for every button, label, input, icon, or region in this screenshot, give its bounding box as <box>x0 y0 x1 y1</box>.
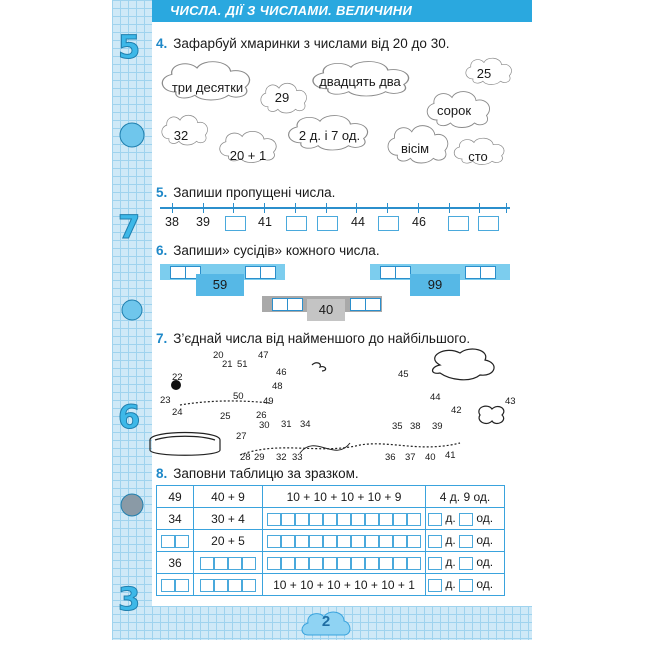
table-row: 10 + 10 + 10 + 10 + 10 + 1 д. од. <box>157 574 505 596</box>
cloud-label: 2 д. і 7 од. <box>298 128 361 143</box>
dot-number: 44 <box>430 392 441 403</box>
answer-cell[interactable] <box>263 530 426 552</box>
answer-box[interactable] <box>170 266 186 279</box>
dot-number: 23 <box>160 395 171 406</box>
cloud-label: вісім <box>400 141 430 156</box>
dot-number: 47 <box>258 350 269 361</box>
answer-box[interactable] <box>365 298 381 311</box>
cloud-label: двадцять два <box>319 74 401 89</box>
answer-box[interactable] <box>272 298 288 311</box>
task-6: 6. Запиши» сусідів» кожного числа. <box>156 243 380 258</box>
crab-icon <box>122 300 142 320</box>
dot-number: 32 <box>276 452 287 463</box>
dot-number: 48 <box>272 381 283 392</box>
answer-box[interactable] <box>478 216 499 231</box>
number-line-value: 41 <box>258 215 272 229</box>
dot-number: 37 <box>405 452 416 463</box>
dot-number: 50 <box>233 391 244 402</box>
dot-number: 46 <box>276 367 287 378</box>
dot-number: 51 <box>237 359 248 370</box>
answer-box[interactable] <box>317 216 338 231</box>
answer-cell[interactable] <box>263 508 426 530</box>
octopus-icon <box>120 123 144 147</box>
dot-number: 42 <box>451 405 462 416</box>
dot-number: 35 <box>392 421 403 432</box>
dot-number: 20 <box>213 350 224 361</box>
number-line <box>160 207 510 209</box>
butterfly-icon <box>312 363 326 371</box>
task-5: 5. Запиши пропущені числа. <box>156 185 336 200</box>
cloud-icon <box>433 349 495 380</box>
table-row: 34 30 + 4 д. од. <box>157 508 505 530</box>
page-title: ЧИСЛА. ДІЇ З ЧИСЛАМИ. ВЕЛИЧИНИ <box>170 3 413 18</box>
answer-cell[interactable] <box>157 530 194 552</box>
neighbors-number: 40 <box>307 299 345 321</box>
dog-icon <box>121 494 143 516</box>
task-7: 7. З’єднай числа від найменшого до найбільшого. <box>156 331 471 346</box>
dot-number: 49 <box>263 396 274 407</box>
dot-number: 27 <box>236 431 247 442</box>
cloud-label: 32 <box>173 128 189 143</box>
dot-number: 29 <box>254 452 265 463</box>
cloud-label: 20 + 1 <box>229 148 267 163</box>
number-line-value: 44 <box>351 215 365 229</box>
cloud-label: три десятки <box>171 80 244 95</box>
dot-number: 43 <box>505 396 516 407</box>
neighbors-number: 99 <box>410 274 460 296</box>
dot-number: 39 <box>432 421 443 432</box>
answer-box[interactable] <box>448 216 469 231</box>
place-value-table <box>156 485 505 596</box>
answer-box[interactable] <box>245 266 261 279</box>
table-row: 49 40 + 9 10 + 10 + 10 + 10 + 9 4 д. 9 од. <box>157 486 505 508</box>
dot-number: 41 <box>445 450 456 461</box>
dot-number: 45 <box>398 369 409 380</box>
side-number-illustrations <box>114 20 150 620</box>
dot-number: 24 <box>172 407 183 418</box>
answer-box[interactable] <box>260 266 276 279</box>
answer-box[interactable] <box>480 266 496 279</box>
table-row: 20 + 5 д. од. <box>157 530 505 552</box>
number-line-value: 46 <box>412 215 426 229</box>
answer-box[interactable] <box>380 266 396 279</box>
dot-number: 38 <box>410 421 421 432</box>
cloud-label: 25 <box>476 66 492 81</box>
number-line-value: 38 <box>165 215 179 229</box>
dot-number: 34 <box>300 419 311 430</box>
dot-number: 33 <box>292 452 303 463</box>
digit-six-icon: 6 <box>118 398 141 436</box>
dot-number: 36 <box>385 452 396 463</box>
answer-box[interactable] <box>225 216 246 231</box>
cloud-label: сто <box>468 149 488 164</box>
answer-box[interactable] <box>395 266 411 279</box>
dot-number: 40 <box>425 452 436 463</box>
answer-box[interactable] <box>350 298 366 311</box>
task-4: 4. Зафарбуй хмаринки з числами від 20 до 30. <box>156 36 450 51</box>
digit-three-icon: 3 <box>118 580 141 618</box>
connect-dots-picture <box>140 345 520 465</box>
dot-number: 25 <box>220 411 231 422</box>
dot-number: 21 <box>222 359 233 370</box>
dot-number: 30 <box>259 420 270 431</box>
answer-box[interactable] <box>286 216 307 231</box>
answer-box[interactable] <box>465 266 481 279</box>
answer-cell[interactable] <box>263 552 426 574</box>
answer-cell[interactable] <box>194 574 263 596</box>
neighbors-number: 59 <box>196 274 244 296</box>
cloud-label: 29 <box>274 90 290 105</box>
page-number: 2 <box>300 607 352 639</box>
flower-icon <box>479 406 504 423</box>
answer-box[interactable] <box>287 298 303 311</box>
table-row: 36 д. од. <box>157 552 505 574</box>
cloud-label: сорок <box>436 103 472 118</box>
answer-box[interactable] <box>378 216 399 231</box>
digit-seven-icon: 7 <box>118 208 141 246</box>
digit-five-icon: 5 <box>118 28 141 66</box>
dot-number: 22 <box>172 372 183 383</box>
number-line-value: 39 <box>196 215 210 229</box>
answer-cell[interactable] <box>157 574 194 596</box>
dot-number: 28 <box>240 452 251 463</box>
dot-number: 31 <box>281 419 292 430</box>
task-8: 8. Заповни таблицю за зразком. <box>156 466 359 481</box>
answer-cell[interactable] <box>194 552 263 574</box>
dot-number: 26 <box>256 410 267 421</box>
